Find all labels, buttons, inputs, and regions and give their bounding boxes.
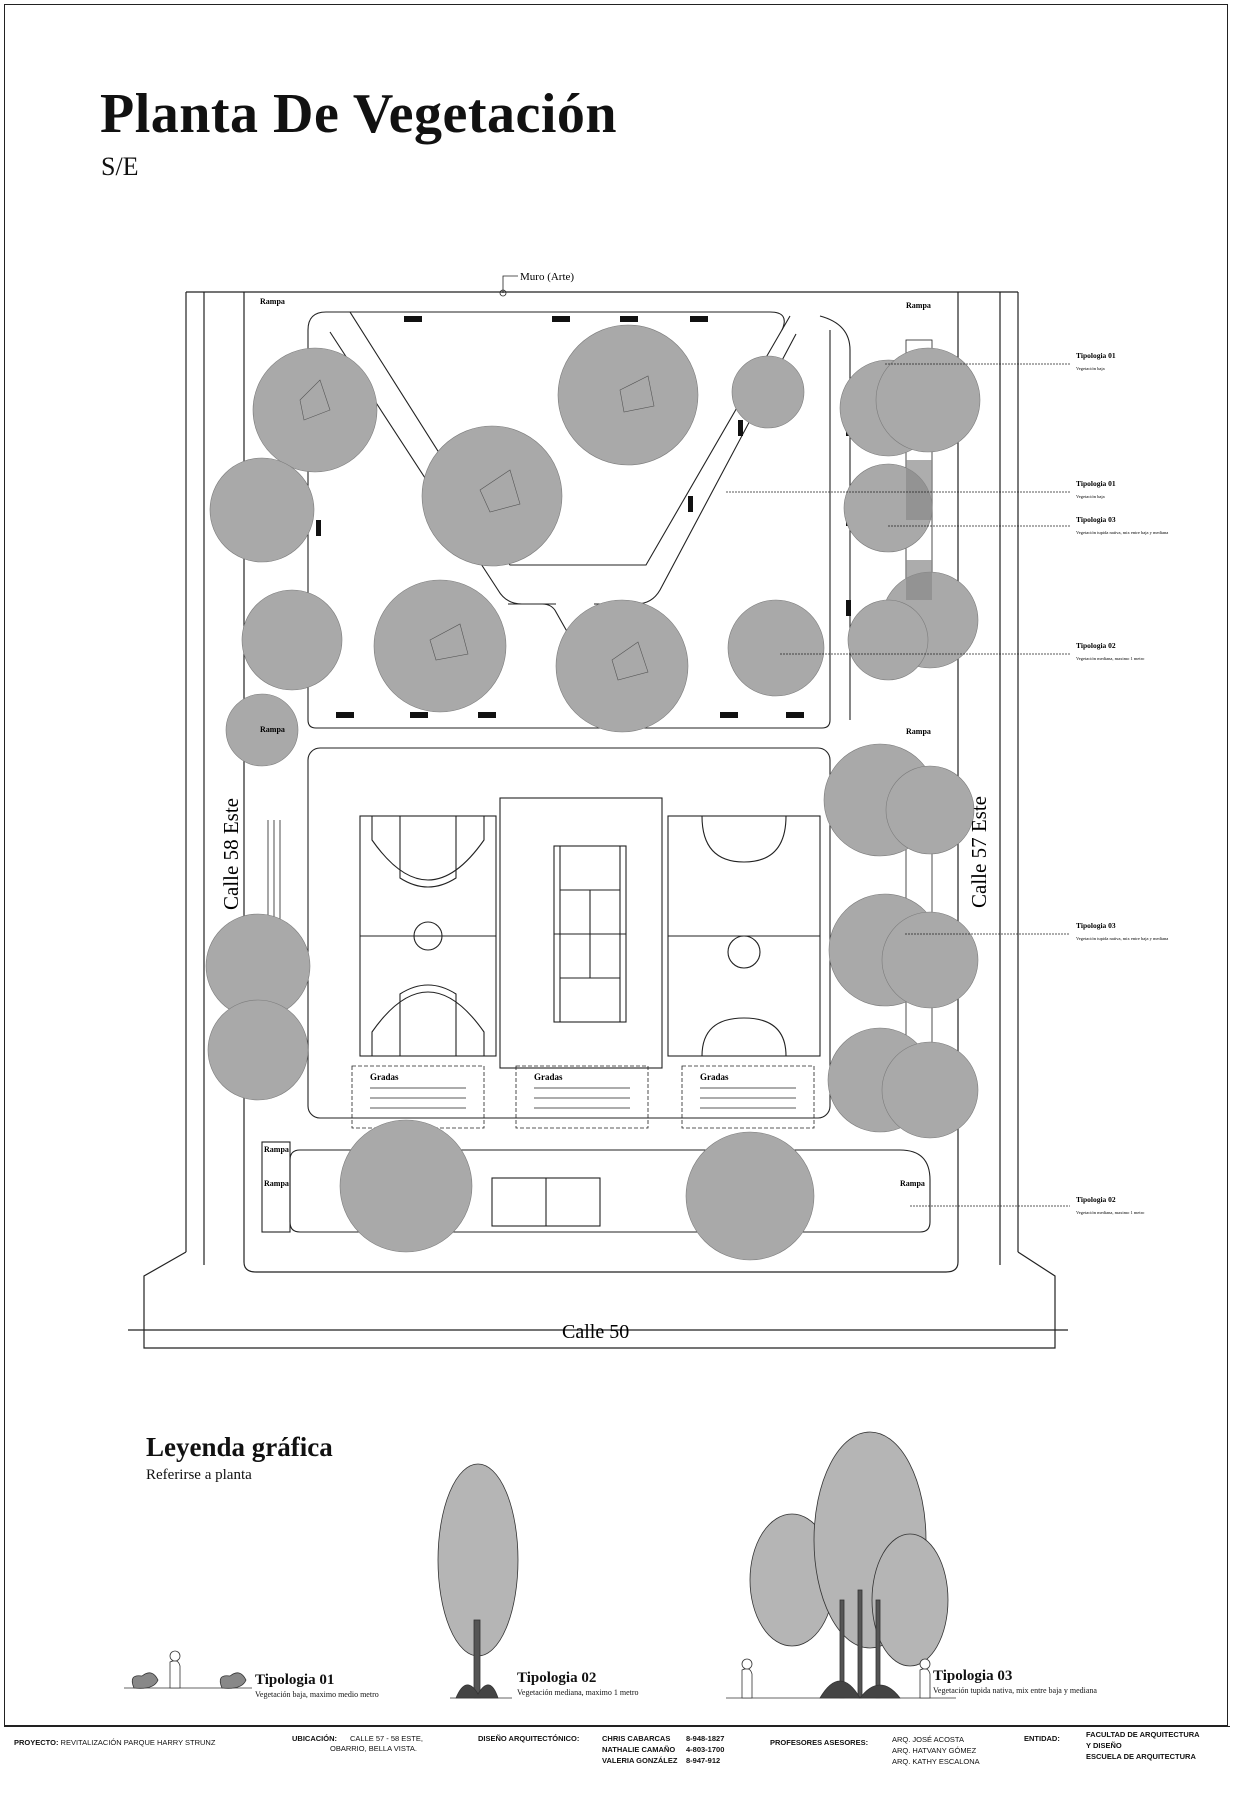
disenador-3-name: VALERIA GONZÁLEZ <box>602 1756 678 1765</box>
callout-title-2: Tipologia 01 <box>1076 479 1116 488</box>
title-block-divider <box>4 1726 1230 1727</box>
ubicacion-line-1: CALLE 57 - 58 ESTE, <box>350 1734 423 1743</box>
callout-desc-2: Vegetación baja <box>1076 494 1105 499</box>
callout-title-1: Tipologia 01 <box>1076 351 1116 360</box>
title-block-ubicacion <box>292 1734 337 1744</box>
proyecto-label: PROYECTO: <box>14 1738 59 1747</box>
callout-desc-4: Vegetación mediana, maximo 1 metro <box>1076 656 1145 661</box>
callout-title-4: Tipologia 02 <box>1076 641 1116 650</box>
proyecto-value: REVITALIZACIÓN PARQUE HARRY STRUNZ <box>60 1738 216 1747</box>
disenador-3-id: 8-947-912 <box>686 1756 721 1765</box>
profesor-3: ARQ. KATHY ESCALONA <box>892 1757 980 1766</box>
callout-title-6: Tipologia 02 <box>1076 1195 1116 1204</box>
label-rampa-3: Rampa <box>260 725 285 734</box>
callout-desc-6: Vegetación mediana, maximo 1 metro <box>1076 1210 1145 1215</box>
label-gradas-1: Gradas <box>370 1072 399 1082</box>
label-calle-57: Calle 57 Este <box>967 796 991 908</box>
entidad-line-3: ESCUELA DE ARQUITECTURA <box>1086 1752 1196 1761</box>
ubicacion-label: UBICACIÓN: <box>292 1734 337 1743</box>
entidad-line-2: Y DISEÑO <box>1086 1741 1122 1750</box>
legend-title: Leyenda gráfica <box>146 1432 333 1462</box>
legend-desc-tipologia-02: Vegetación mediana, maximo 1 metro <box>517 1688 639 1697</box>
entidad-line-1: FACULTAD DE ARQUITECTURA <box>1086 1730 1200 1739</box>
sports-area <box>308 748 830 1118</box>
callout-title-5: Tipologia 03 <box>1076 921 1116 930</box>
muro-leader <box>500 276 518 296</box>
profesores-label: PROFESORES ASESORES: <box>770 1738 869 1747</box>
profesor-2: ARQ. HATVANY GÓMEZ <box>892 1746 977 1755</box>
callout-title-3: Tipologia 03 <box>1076 515 1116 524</box>
label-rampa-2: Rampa <box>906 301 931 310</box>
label-rampa-7: Rampa <box>900 1179 925 1188</box>
label-rampa-5: Rampa <box>264 1145 289 1154</box>
legend-desc-tipologia-01: Vegetación baja, maximo medio metro <box>255 1690 379 1699</box>
disenador-2-id: 4-803-1700 <box>686 1745 725 1754</box>
entidad-label: ENTIDAD: <box>1024 1734 1060 1743</box>
disenador-1-name: CHRIS CABARCAS <box>602 1734 671 1743</box>
tree-canopies <box>206 325 980 1260</box>
scale-label: S/E <box>101 152 139 181</box>
profesor-1: ARQ. JOSÉ ACOSTA <box>892 1735 964 1744</box>
disenador-2-name: NATHALIE CAMAÑO <box>602 1745 676 1754</box>
gradas <box>352 1066 814 1128</box>
legend-subtitle: Referirse a planta <box>146 1467 252 1483</box>
label-rampa-1: Rampa <box>260 297 285 306</box>
legend-label-tipologia-03: Tipologia 03 <box>933 1668 1013 1684</box>
callout-desc-5: Vegetación tupida nativa, mix entre baja y mediana <box>1076 936 1169 941</box>
label-gradas-2: Gradas <box>534 1072 563 1082</box>
ubicacion-line-2: OBARRIO, BELLA VISTA. <box>330 1744 417 1753</box>
callout-desc-3: Vegetación tupida nativa, mix entre baja y mediana <box>1076 530 1169 535</box>
diseno-label: DISEÑO ARQUITECTÓNICO: <box>478 1734 580 1743</box>
legend-label-tipologia-02: Tipologia 02 <box>517 1670 597 1686</box>
label-gradas-3: Gradas <box>700 1072 729 1082</box>
title-block-proyecto <box>14 1738 215 1748</box>
label-calle-50: Calle 50 <box>562 1321 630 1343</box>
callout-desc-1: Vegetación baja <box>1076 366 1105 371</box>
label-muro: Muro (Arte) <box>520 271 575 283</box>
legend-desc-tipologia-03: Vegetación tupida nativa, mix entre baja y mediana <box>933 1686 1097 1695</box>
page-title: Planta De Vegetación <box>100 83 618 145</box>
label-calle-58: Calle 58 Este <box>219 798 243 910</box>
disenador-1-id: 8-948-1827 <box>686 1734 725 1743</box>
label-rampa-6: Rampa <box>264 1179 289 1188</box>
legend-label-tipologia-01: Tipologia 01 <box>255 1672 335 1688</box>
label-rampa-4: Rampa <box>906 727 931 736</box>
